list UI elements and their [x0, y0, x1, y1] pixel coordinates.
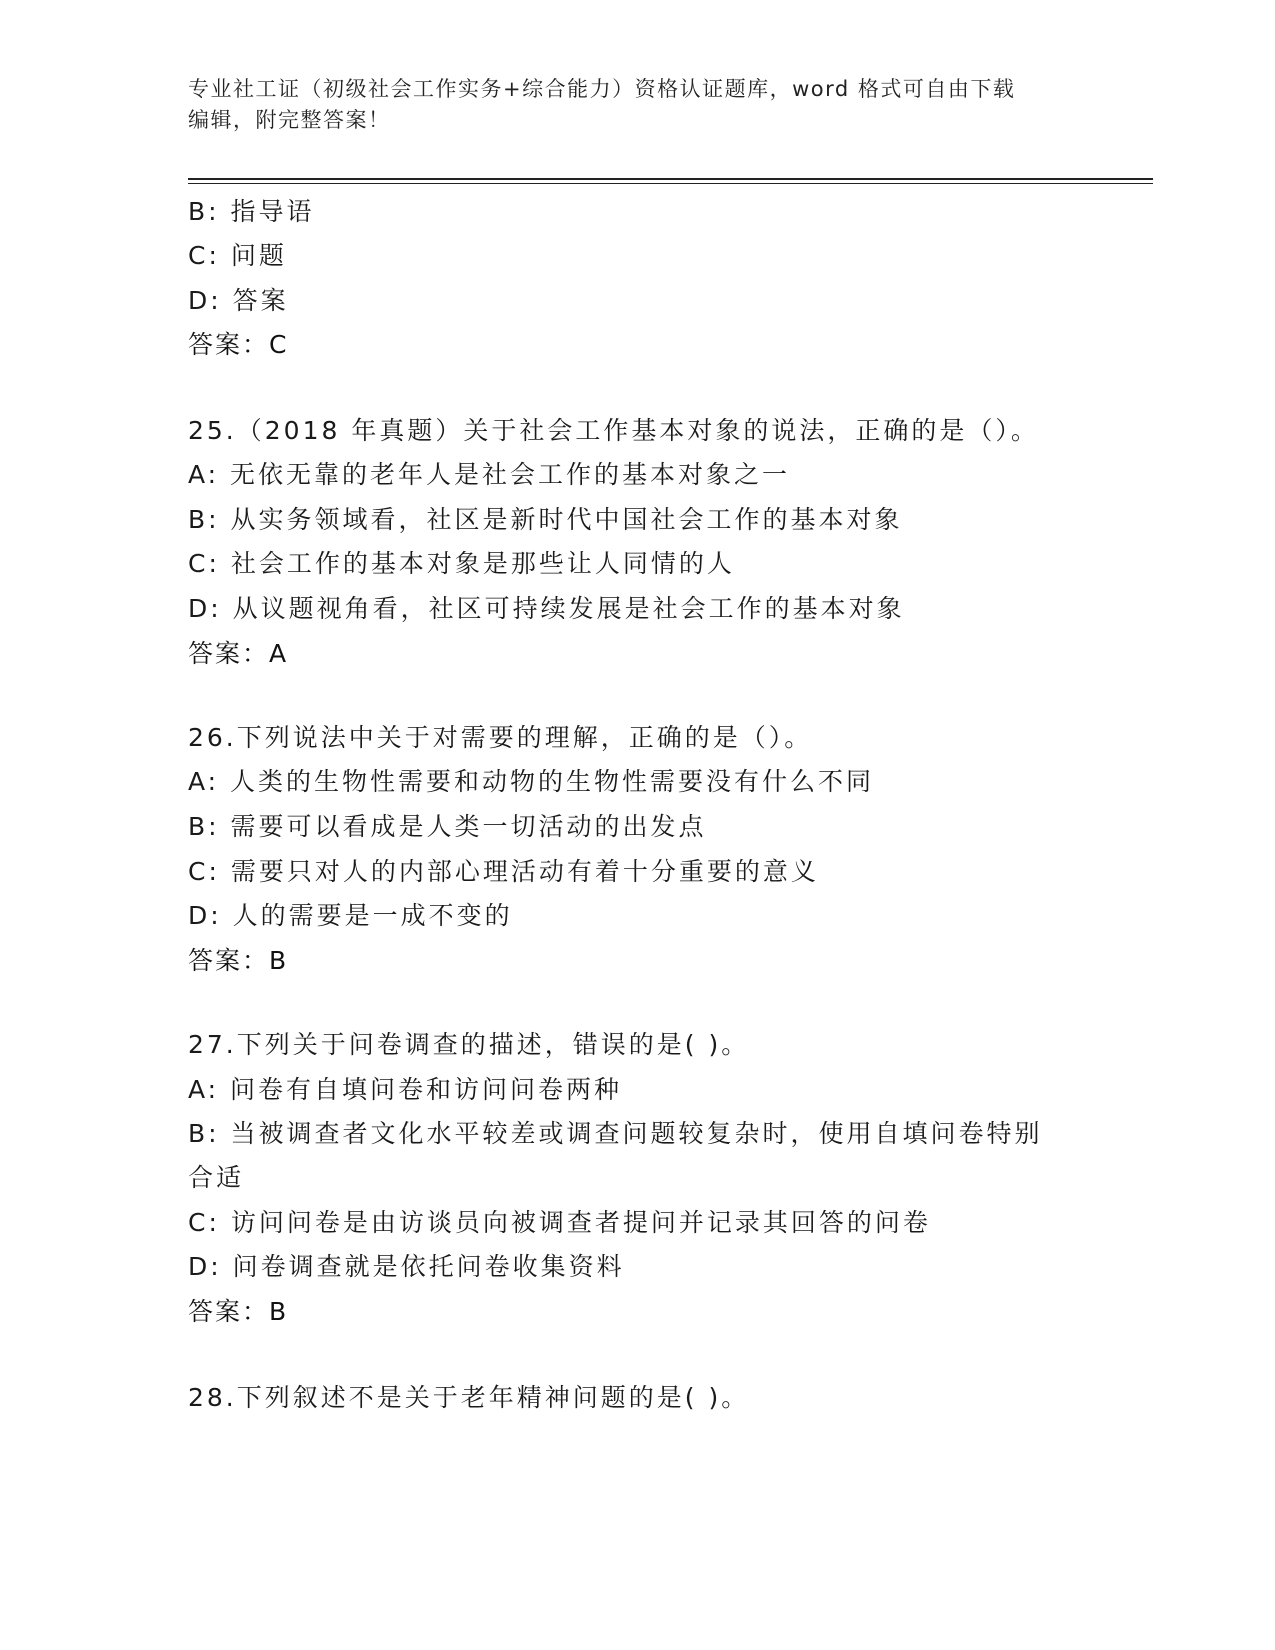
- q27-option-d: D: 问卷调查就是依托问卷收集资料: [188, 1252, 625, 1281]
- header-line-2: 编辑，附完整答案！: [188, 108, 391, 132]
- q26-option-a: A: 人类的生物性需要和动物的生物性需要没有什么不同: [188, 767, 875, 796]
- q28-stem: 28.下列叙述不是关于老年精神问题的是( )。: [188, 1383, 750, 1412]
- q24-option-c: C: 问题: [188, 241, 287, 270]
- q25-answer: 答案：A: [188, 639, 289, 668]
- page-header: [188, 74, 1088, 136]
- header-rule-thin: [188, 183, 1153, 184]
- q25-option-a: A: 无依无靠的老年人是社会工作的基本对象之一: [188, 460, 791, 489]
- q26-option-b: B: 需要可以看成是人类一切活动的出发点: [188, 812, 707, 841]
- q27-answer: 答案：B: [188, 1297, 289, 1326]
- q24-option-b: B: 指导语: [188, 197, 315, 226]
- q26-option-c: C: 需要只对人的内部心理活动有着十分重要的意义: [188, 857, 819, 886]
- q27-option-a: A: 问卷有自填问卷和访问问卷两种: [188, 1075, 623, 1104]
- q25-option-d: D: 从议题视角看，社区可持续发展是社会工作的基本对象: [188, 594, 905, 623]
- q27-stem: 27.下列关于问卷调查的描述，错误的是( )。: [188, 1030, 750, 1059]
- q24-answer: 答案：C: [188, 330, 289, 359]
- q25-stem: 25.（2018 年真题）关于社会工作基本对象的说法，正确的是（）。: [188, 416, 1039, 445]
- q26-stem: 26.下列说法中关于对需要的理解，正确的是（）。: [188, 723, 813, 752]
- q27-option-c: C: 访问问卷是由访谈员向被调查者提问并记录其回答的问卷: [188, 1208, 931, 1237]
- q24-option-d: D: 答案: [188, 286, 289, 315]
- q27-option-b: B: 当被调查者文化水平较差或调查问题较复杂时，使用自填问卷特别: [188, 1119, 1043, 1148]
- q26-option-d: D: 人的需要是一成不变的: [188, 901, 513, 930]
- q26-answer: 答案：B: [188, 946, 289, 975]
- header-rule-thick: [188, 178, 1153, 180]
- header-line-1: 专业社工证（初级社会工作实务+综合能力）资格认证题库，word 格式可自由下载: [188, 77, 1016, 101]
- q25-option-b: B: 从实务领域看，社区是新时代中国社会工作的基本对象: [188, 505, 903, 534]
- q27-option-b-continued: 合适: [188, 1163, 245, 1192]
- q25-option-c: C: 社会工作的基本对象是那些让人同情的人: [188, 549, 735, 578]
